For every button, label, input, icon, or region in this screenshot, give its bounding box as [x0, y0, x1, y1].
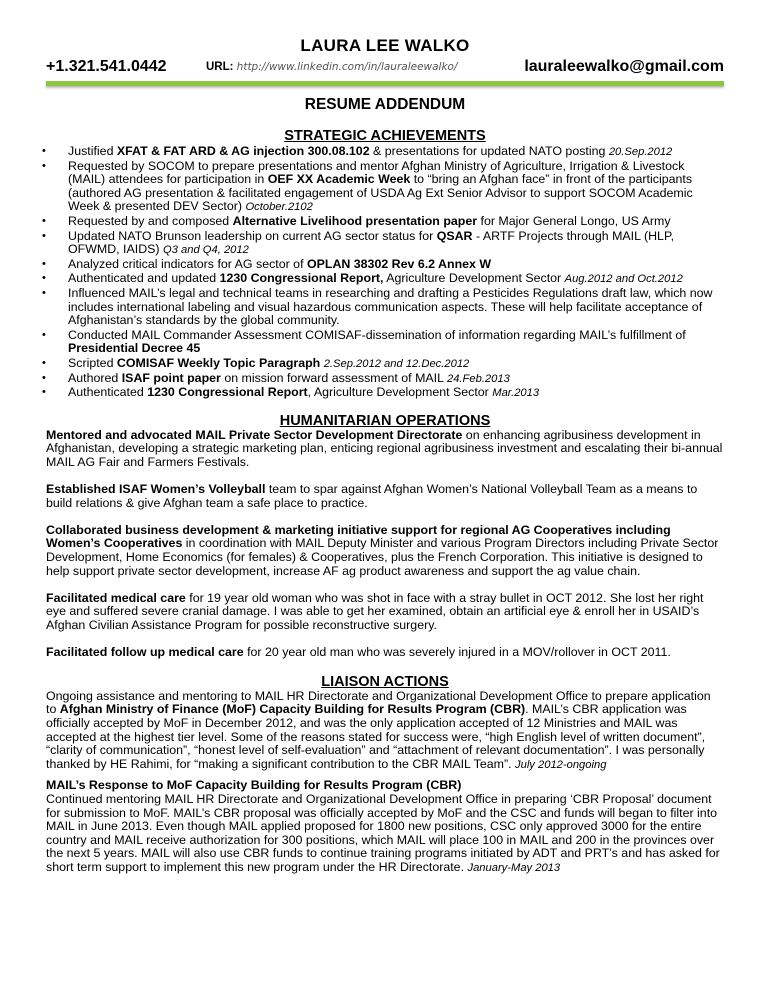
list-item: • Authenticated and updated 1230 Congressional Report, Agriculture Development Sector Aug.2012 and Oct.2012: [46, 272, 724, 287]
list-item: • Scripted COMISAF Weekly Topic Paragraph 2.Sep.2012 and 12.Dec.2012: [46, 357, 724, 372]
url-link[interactable]: http://www.linkedin.com/in/lauraleewalko/: [236, 61, 458, 73]
humanitarian-paragraph: Mentored and advocated MAIL Private Sector Development Directorate on enhancing agribusiness development in Afghanistan, developing a strategic marketing plan, enticing regional agribusiness investment and escalating their bi-annual MAIL AG Fair and Farmers Festivals.: [46, 427, 723, 469]
humanitarian-paragraph: Collaborated business development & marketing initiative support for regional AG Cooperatives including Women’s Cooperatives in coordination with MAIL Deputy Minister and various Program Directors including Private Sector Development, Home Economics (for females) & Cooperatives, plus the French Corporation. This initiative is designed to help support private sector development, increase AF ag product awareness and support the ag value chain.: [46, 522, 719, 578]
list-item: • Influenced MAIL’s legal and technical teams in researching and drafting a Pesticides Regulations draft law, which now includes international labeling and visual hazardous communication aspects. These will help facilitate acceptance of Afghanistan’s standards by the global community.: [46, 287, 724, 329]
list-item: • Requested by SOCOM to prepare presentations and mentor Afghan Ministry of Agriculture, Irrigation & Livestock (MAIL) attendees for participation in OEF XX Academic Week to “bring an Afghan face” in front of the participants (authored AG presentation & facilitated engagement of USDA Ag Ext Senior Advisor to support SOCOM Academic Week & presented DEV Sector) October.2102: [46, 160, 724, 215]
list-item: • Analyzed critical indicators for AG sector of OPLAN 38302 Rev 6.2 Annex W: [46, 258, 724, 273]
section-heading-strategic: STRATEGIC ACHIEVEMENTS: [284, 128, 486, 144]
humanitarian-paragraph: Facilitated medical care for 19 year old woman who was shot in face with a stray bullet in OCT 2012. She lost her right eye and suffered severe cranial damage. I was able to get her examined, obtain an artificial eye & enroll her in USAID’s Afghan Civilian Assistance Program for possible reconstructive surgery.: [46, 590, 704, 632]
humanitarian-paragraph: Established ISAF Women’s Volleyball team to spar against Afghan Women’s National Volleyball Team as a means to build relations & give Afghan team a safe place to practice.: [46, 482, 698, 510]
list-item: • Requested by and composed Alternative Livelihood presentation paper for Major General Longo, US Army: [46, 215, 724, 230]
phone-number: +1.321.541.0442: [46, 58, 167, 75]
liaison-cbr-title: MAIL’s Response to MoF Capacity Building for Results Program (CBR): [46, 778, 462, 793]
strategic-achievements-list: [46, 145, 724, 401]
list-item: • Authenticated 1230 Congressional Report, Agriculture Development Sector Mar.2013: [46, 386, 724, 401]
liaison-paragraph: Ongoing assistance and mentoring to MAIL HR Directorate and Organizational Development Office to prepare application to Afghan Ministry of Finance (MoF) Capacity Building for Results Program (CBR). MAIL’s CBR application was officially accepted by MoF in December 2012, and was the only application accepted of 12 Ministries and MAIL was accepted at the highest tier level. Some of the reasons stated for success were, “high English level of written document”, “clarity of communication”, “honest level of self-evaluation” and “attachment of relevant documentation”. I was personally thanked by HE Rahimi, for “making a significant contribution to the CBR MAIL Team”. July 2012-ongoing: [46, 688, 711, 771]
profile-url[interactable]: [206, 61, 458, 73]
list-item: • Authored ISAF point paper on mission forward assessment of MAIL 24.Feb.2013: [46, 372, 724, 387]
list-item: • Updated NATO Brunson leadership on current AG sector status for QSAR - ARTF Projects through MAIL (HLP, OFWMD, IAIDS) Q3 and Q4, 2012: [46, 230, 724, 258]
contact-line: [46, 57, 724, 79]
section-heading-liaison: LIAISON ACTIONS: [321, 673, 449, 690]
document-title: RESUME ADDENDUM: [304, 96, 466, 113]
section-heading-humanitarian: HUMANITARIAN OPERATIONS: [279, 412, 491, 429]
candidate-name: LAURA LEE WALKO: [300, 36, 470, 55]
list-item: • Justified XFAT & FAT ARD & AG injection 300.08.102 & presentations for updated NATO posting 20.Sep.2012: [46, 145, 724, 160]
list-item: • Conducted MAIL Commander Assessment COMISAF-dissemination of information regarding MAIL’s fulfillment of Presidential Decree 45: [46, 329, 724, 357]
liaison-paragraph: Continued mentoring MAIL HR Directorate and Organizational Development Office in preparing ‘CBR Proposal’ document for submission to MoF. MAIL’s CBR proposal was officially accepted by MoF and the CSC and funds will began to filter into MAIL in June 2013. Even though MAIL applied proposed for 1800 new positions, CSC only approved 3000 for the entire country and MAIL receive authorization for 300 positions, which MAIL will place 100 in MAIL and 200 in the provinces over the next 5 years. MAIL will also use CBR funds to continue training programs initiated by ADT and PRT’s and has asked for short term support to implement this new program under the HR Directorate. January-May 2013: [46, 791, 720, 874]
email-address[interactable]: lauraleewalko@gmail.com: [524, 58, 724, 75]
humanitarian-paragraph: Facilitated follow up medical care for 20 year old man who was severely injured in a MOV/rollover in OCT 2011.: [46, 645, 671, 660]
header-divider: [46, 81, 724, 86]
url-label: URL:: [206, 61, 234, 73]
resume-page: [46, 36, 724, 876]
